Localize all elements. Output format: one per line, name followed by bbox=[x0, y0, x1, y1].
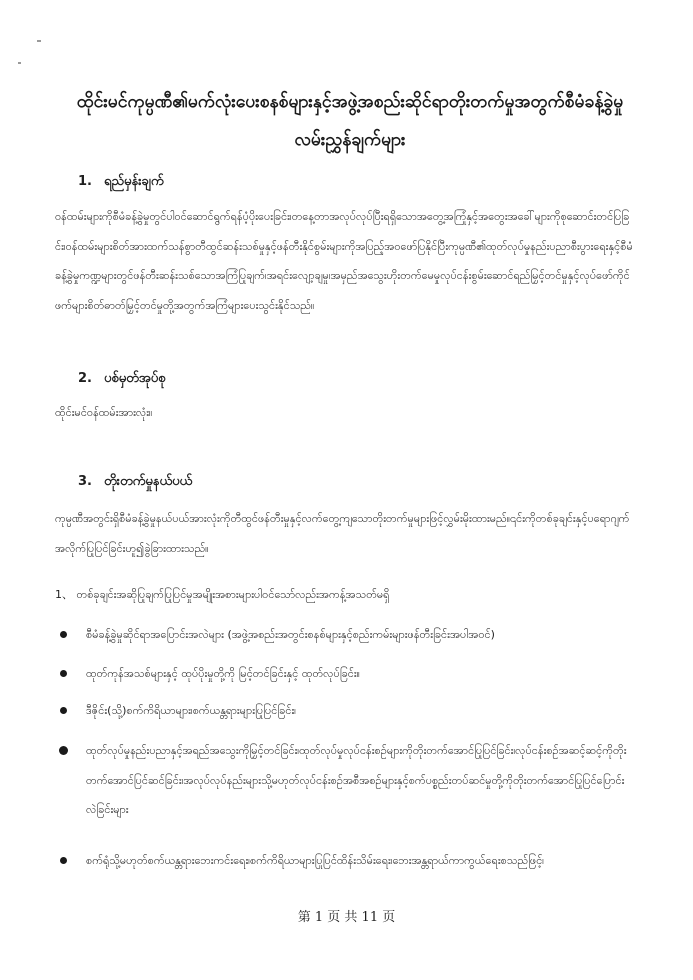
scan-speck bbox=[18, 62, 21, 64]
section-number: 1. bbox=[78, 174, 92, 189]
list-item-text: ထုတ်ကုန်အသစ်များနှင့် ထုပ်ပိုးမှုတို့ကို မြင့်တင်ခြင်းနှင့် ထုတ်လုပ်ခြင်း။ bbox=[86, 667, 361, 680]
list-item-text: ထုတ်လုပ်မှုနည်းပညာနှင့်အရည်အသွေးကိုမြှင့်တင်ခြင်း၊ထုတ်လုပ်မှုလုပ်ငန်းစဉ်များကိုတိုးတက်အောင်ပြုပြင်ခြင်း၊လုပ်ငန်းစဉ်အဆင့်ဆင့်ကိုတိုးတက်အောင်ပြင်ဆင်ခြင်း၊အလုပ်လုပ်နည်းများသို့မဟုတ်လုပ်ငန်းစဉ်အစီအစဉ်များနှင့်စက်ပစ္စည်းတပ်ဆင်မှုတို့ကိုတိုးတက်အောင်ပြုပြင်ပြောင်းလဲခြင်းများ bbox=[86, 744, 627, 816]
section-title: တိုးတက်မှုနယ်ပယ် bbox=[104, 474, 193, 489]
section-number: 2. bbox=[78, 371, 92, 386]
section-title: ရည်မှန်းချက် bbox=[104, 174, 164, 189]
section-1-paragraph: ဝန်ထမ်းများကိုစီမံခန့်ခွဲမှုတွင်ပါဝင်ဆောင်ရွက်ရန်ပံ့ပိုးပေးခြင်း၊တနေ့တာအလုပ်လုပ်ပြီးရရှိသောအတွေ့အကြုံနှင့်အတွေးအခေါ်များကိုစုဆောင်းတင်ပြခြင်း၊ဝန်ထမ်းများစိတ်အားထက်သန်စွာတီထွင်ဆန်းသစ်မှုနှင့်ဖန်တီးနိုင်စွမ်းများကိုအပြည့်အဝဖော်ပြနိုင်ပြီးကုမ္ပဏီ၏ထုတ်လုပ်မှုနည်းပညာစီးပွားရေးနှင့်စီမံခန့်ခွဲမှုကဏ္ဍများတွင်ဖန်တီးဆန်းသစ်သောအကြံပြုချက်၊အရင်းလျော့ချမှု၊အမှည်အသွေးဟိုးတက်မေမှုလုပ်ငန်းစွမ်းဆောင်ရည်မြှင့်တင်မှုနှင့်လုပ်ဖော်ကိုင်ဖက်များစိတ်ဓာတ်မြှင့်တင်မှုတို့အတွက်အကြံများပေးသွင်းနိုင်သည်။ bbox=[55, 210, 633, 312]
bullet-icon bbox=[59, 746, 68, 755]
scan-speck bbox=[37, 40, 41, 42]
page-footer: 第 1 页 共 11 页 bbox=[297, 910, 396, 925]
bullet-icon bbox=[60, 857, 67, 864]
document-title: ထိုင်းမင်ကုမ္ပဏီ၏မက်လုံးပေးစနစ်များနှင့်အဖွဲ့အစည်းဆိုင်ရာတိုးတက်မှုအတွက်စီမံခန့်ခွဲမှုလမ်းညွှန်ချက်များ bbox=[76, 92, 624, 150]
bullet-icon bbox=[60, 670, 67, 677]
list-item-text: စီမံခန့်ခွဲမှုဆိုင်ရာအပြောင်းအလဲများ (အဖွဲ့အစည်းအတွင်းစနစ်များနှင့်စည်းကမ်းများဖန်တီးခြင်းအပါအဝင်) bbox=[86, 628, 495, 641]
bullet-icon bbox=[60, 631, 67, 638]
bullet-icon bbox=[60, 707, 67, 714]
section-title: ပစ်မှတ်အုပ်စု bbox=[104, 371, 166, 386]
section-3-paragraph: ကုမ္ပဏီအတွင်းရှိစီမံခန့်ခွဲမှုနယ်ပယ်အားလုံးကိုတီထွင်ဖန်တီးမှုနှင့်လက်တွေ့ကျသောတိုးတက်မှုများဖြင့်လွှမ်းမိုးထားမည်။၎င်းကိုတစ်ခုချင်းနှင့်ပရောဂျက်အလိုက်ပြုပြင်ခြင်းဟူ၍ခွဲခြားထားသည်။ bbox=[55, 512, 630, 555]
subheading-line: 1、 တစ်ခုချင်းအဆိုပြုချက်ပြုပြင်မှုအမျိုးအစားများပါဝင်သော်လည်းအကန့်အသတ်မရှိ bbox=[55, 588, 390, 601]
list-item-text: ဒီဇိုင်း(သို့)စက်ကိရိယာများ၊စက်ယန္တရားများပြုပြင်ခြင်း၊ bbox=[86, 704, 296, 717]
list-item-text: စက်ရုံသို့မဟုတ်စက်ယန္တရားဘေးကင်းရေး၊စက်ကိရိယာများပြုပြင်ထိန်းသိမ်းရေး၊ဘေးအန္တရာယ်ကာကွယ်ရေးစသည်ဖြင့်၊ bbox=[86, 854, 545, 867]
section-3-heading bbox=[78, 473, 192, 492]
section-2-paragraph: ထိုင်းမင်ဝန်ထမ်းအားလုံး။ bbox=[55, 406, 153, 419]
section-number: 3. bbox=[78, 474, 92, 489]
section-2-heading bbox=[78, 370, 165, 389]
section-1-heading bbox=[78, 173, 164, 192]
